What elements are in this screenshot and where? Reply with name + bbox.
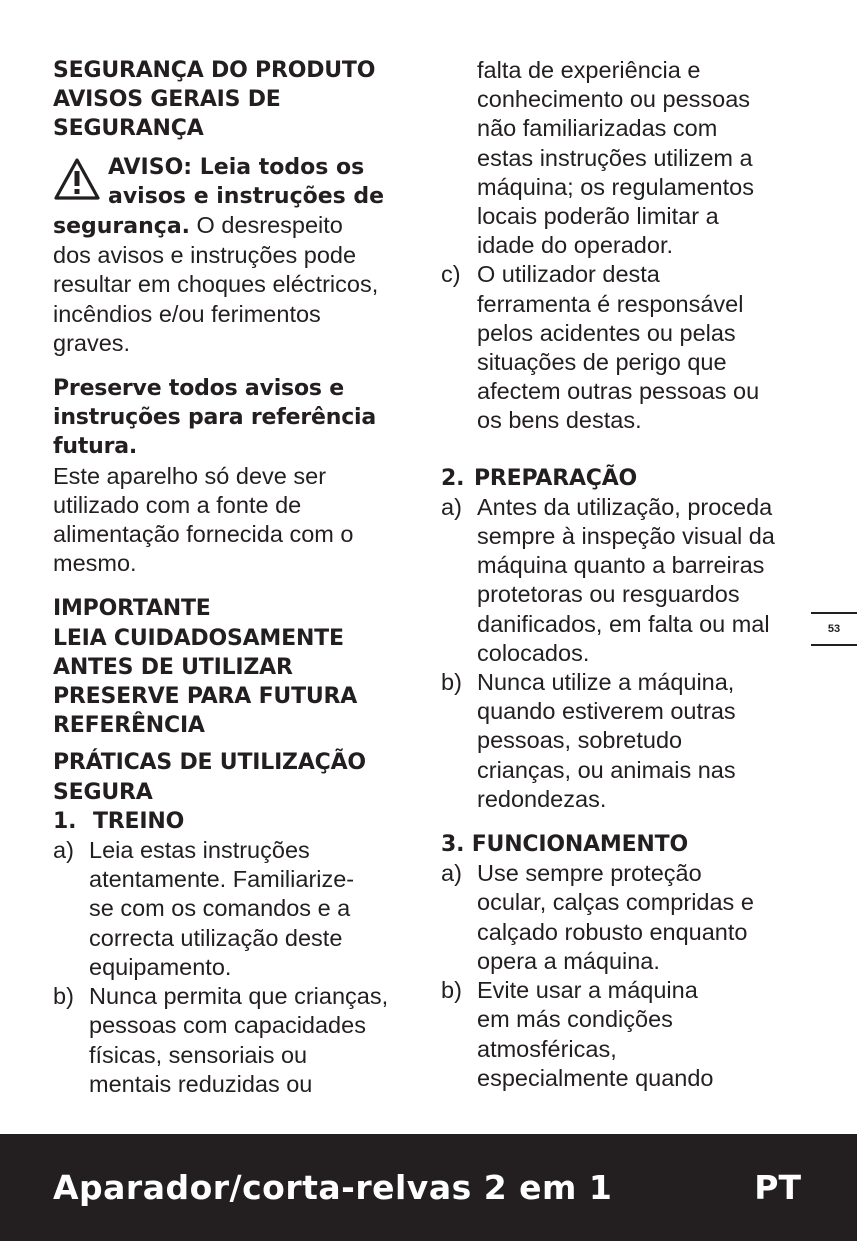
- preparation-title: PREPARAÇÃO: [474, 465, 638, 491]
- continued-item: [441, 56, 816, 260]
- list-line: não familiarizadas com: [477, 115, 718, 142]
- warning-body-line: graves.: [53, 329, 131, 356]
- list-letter: c): [441, 261, 461, 288]
- list-line: se com os comandos e a: [89, 895, 351, 922]
- list-letter: a): [441, 493, 462, 520]
- list-line: equipamento.: [89, 953, 232, 980]
- important-line: PRESERVE PARA FUTURA: [53, 684, 358, 710]
- important-line: LEIA CUIDADOSAMENTE: [53, 625, 344, 651]
- page-number-tab: [811, 612, 857, 646]
- training-number: 1.: [53, 808, 77, 834]
- list-line: Nunca permita que crianças,: [89, 983, 389, 1010]
- list-line: especialmente quando: [477, 1064, 714, 1091]
- list-line: ferramenta é responsável: [477, 290, 744, 317]
- preserve-body-line: alimentação fornecida com o: [53, 521, 354, 548]
- preserve-body-line: utilizado com a fonte de: [53, 491, 302, 518]
- list-line: O utilizador desta: [477, 261, 660, 288]
- list-line: protetoras ou resguardos: [477, 581, 740, 608]
- warning-block: [53, 153, 423, 358]
- warning-triangle-icon: [53, 157, 101, 201]
- list-line: Leia estas instruções: [89, 837, 310, 864]
- list-item: [441, 493, 816, 668]
- list-line: máquina; os regulamentos: [477, 173, 754, 200]
- list-letter: a): [53, 837, 74, 864]
- warning-body-line: incêndios e/ou ferimentos: [53, 300, 321, 327]
- warning-body-line: dos avisos e instruções pode: [53, 242, 357, 269]
- list-item: [53, 836, 423, 982]
- preserve-body-line: Este aparelho só deve ser: [53, 462, 327, 489]
- list-line: físicas, sensoriais ou: [89, 1041, 308, 1068]
- footer-bar: [0, 1134, 857, 1241]
- safety-heading: [53, 56, 423, 144]
- warning-title-line: AVISO: Leia todos os: [108, 154, 365, 180]
- function-heading: 3. FUNCIONAMENTO: [441, 832, 688, 858]
- list-line: máquina quanto a barreiras: [477, 552, 765, 579]
- list-line: danificados, em falta ou mal: [477, 610, 770, 637]
- list-line: Nunca utilize a máquina,: [477, 669, 735, 696]
- list-line: Use sempre proteção: [477, 860, 702, 887]
- important-line: REFERÊNCIA: [53, 713, 205, 739]
- heading-line: SEGURANÇA DO PRODUTO: [53, 58, 376, 83]
- list-line: Antes da utilização, proceda: [477, 493, 773, 520]
- list-line: afectem outras pessoas ou: [477, 378, 760, 405]
- preserve-body-line: mesmo.: [53, 550, 137, 577]
- warning-bold: segurança.: [53, 214, 191, 240]
- list-line: sempre à inspeção visual da: [477, 523, 775, 550]
- list-line: estas instruções utilizem a: [477, 144, 753, 171]
- list-line: falta de experiência e: [477, 57, 701, 83]
- footer-language: PT: [754, 1168, 801, 1207]
- list-letter: b): [53, 983, 74, 1010]
- list-line: idade do operador.: [477, 232, 673, 259]
- preparation-heading: [441, 464, 816, 493]
- preserve-heading-line: Preserve todos avisos e: [53, 376, 344, 402]
- list-item: [441, 976, 816, 1093]
- list-line: Evite usar a máquina: [477, 977, 698, 1004]
- list-line: correcta utilização deste: [89, 924, 343, 951]
- list-line: pelos acidentes ou pelas: [477, 319, 736, 346]
- list-line: pessoas, sobretudo: [477, 727, 683, 754]
- list-line: redondezas.: [477, 785, 607, 812]
- list-line: crianças, ou animais nas: [477, 756, 736, 783]
- list-line: conhecimento ou pessoas: [477, 86, 751, 113]
- preserve-heading-line: instruções para referência: [53, 405, 377, 431]
- page-number: 53: [827, 623, 841, 635]
- preparation-number: 2.: [441, 465, 465, 491]
- list-letter: a): [441, 860, 462, 887]
- left-column: [53, 56, 423, 1099]
- list-line: quando estiverem outras: [477, 698, 736, 725]
- warning-line: [53, 211, 423, 241]
- important-line: IMPORTANTE: [53, 596, 211, 622]
- list-line: pessoas com capacidades: [89, 1012, 366, 1039]
- list-line: mentais reduzidas ou: [89, 1070, 313, 1097]
- heading-line: AVISOS GERAIS DE: [53, 87, 281, 113]
- footer-title: Aparador/corta-relvas 2 em 1: [53, 1168, 613, 1207]
- list-item: [441, 859, 816, 976]
- list-line: os bens destas.: [477, 407, 642, 434]
- right-column: [441, 56, 816, 1093]
- warning-title-line: avisos e instruções de: [108, 183, 385, 209]
- preserve-heading-line: futura.: [53, 434, 138, 460]
- training-title: TREINO: [93, 808, 185, 834]
- list-item: [441, 260, 816, 435]
- list-line: em más condições: [477, 1006, 673, 1033]
- warning-text: O desrespeito: [190, 212, 343, 239]
- training-heading: [53, 807, 423, 836]
- list-line: opera a máquina.: [477, 947, 660, 974]
- list-item: [53, 982, 423, 1099]
- list-letter: b): [441, 669, 462, 696]
- important-line: ANTES DE UTILIZAR: [53, 654, 293, 680]
- warning-body-line: resultar em choques eléctricos,: [53, 271, 379, 298]
- list-line: atmosféricas,: [477, 1035, 617, 1062]
- list-line: situações de perigo que: [477, 349, 727, 376]
- list-item: [441, 668, 816, 814]
- important-section: [53, 594, 423, 740]
- practices-heading-line: SEGURA: [53, 779, 153, 805]
- preserve-section: [53, 374, 423, 578]
- heading-line: SEGURANÇA: [53, 116, 204, 142]
- list-line: ocular, calças compridas e: [477, 889, 754, 916]
- practices-heading-line: PRÁTICAS DE UTILIZAÇÃO: [53, 750, 366, 776]
- practices-section: [53, 748, 423, 1098]
- list-line: atentamente. Familiarize-: [89, 866, 355, 893]
- list-line: locais poderão limitar a: [477, 203, 719, 230]
- list-line: colocados.: [477, 639, 590, 666]
- list-letter: b): [441, 977, 462, 1004]
- list-line: calçado robusto enquanto: [477, 918, 748, 945]
